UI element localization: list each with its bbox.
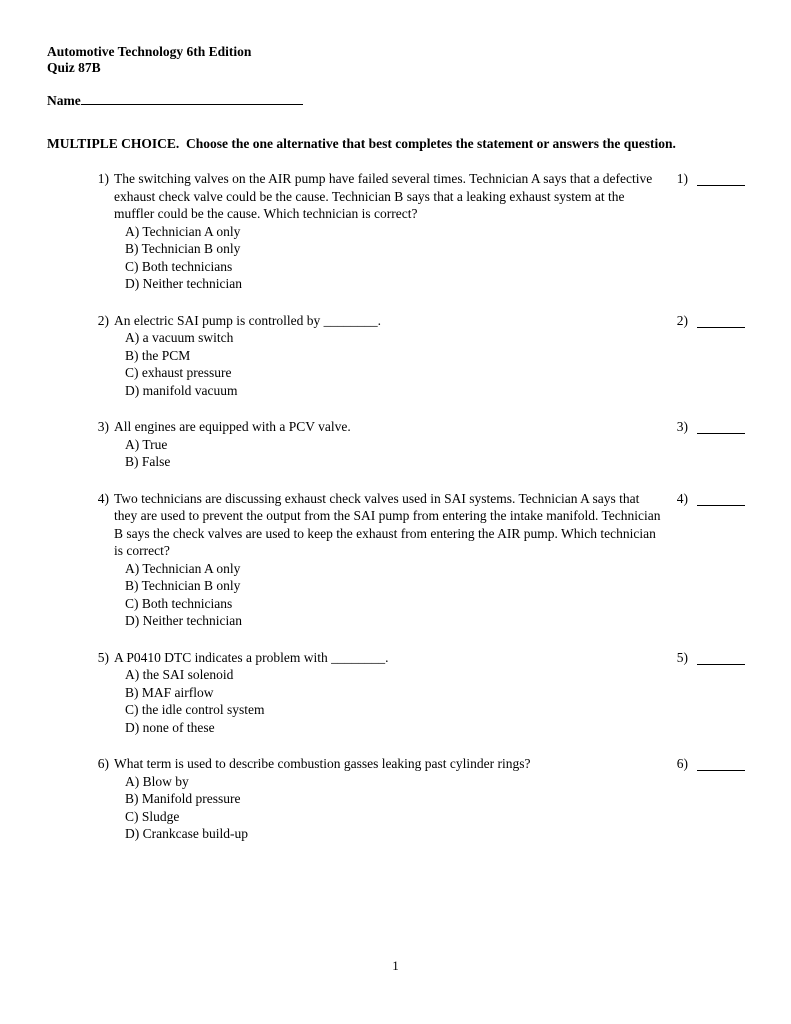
answer-blank[interactable] (697, 493, 745, 506)
question-text: What term is used to describe combustion gasses leaking past cylinder rings? (114, 756, 531, 771)
option-item: B) the PCM (125, 347, 191, 363)
option-item: B) MAF airflow (125, 684, 214, 700)
answer-area (677, 312, 745, 330)
question-row (92, 490, 745, 560)
question-number: 3) (97, 419, 109, 434)
question-main (92, 418, 664, 436)
name-blank[interactable] (81, 92, 303, 105)
option-item: C) exhaust pressure (125, 365, 232, 380)
question-row (92, 755, 745, 773)
answer-area (677, 755, 745, 773)
option-item: B) Technician B only (125, 241, 241, 256)
name-row (47, 92, 745, 109)
questions-list (47, 170, 745, 843)
option-item: B) Manifold pressure (125, 791, 241, 806)
option-item: B) False (125, 454, 171, 469)
options-list (125, 773, 745, 843)
quiz-number: Quiz 87B (47, 59, 101, 75)
question-row (92, 312, 745, 330)
options-list (125, 223, 745, 293)
question-text: A P0410 DTC indicates a problem with ________. (114, 649, 389, 665)
option-item: C) the idle control system (125, 702, 265, 717)
answer-number: 1) (676, 171, 688, 186)
question-block (92, 755, 745, 843)
question-row (92, 418, 745, 436)
question-text: An electric SAI pump is controlled by ________. (114, 312, 381, 328)
answer-blank[interactable] (697, 173, 745, 186)
options-list (125, 436, 745, 471)
option-item: C) Both technicians (125, 595, 233, 611)
option-item: A) Blow by (125, 773, 189, 789)
question-text: The switching valves on the AIR pump have failed several times. Technician A says that a defective exhaust check valve could be the cause. Technician B says that a leaking exhaust system at the muffler could be the cause. Which technician is correct? (114, 171, 653, 221)
answer-blank[interactable] (697, 421, 745, 434)
document-header (47, 44, 745, 75)
question-main (92, 490, 664, 560)
document-title: Automotive Technology 6th Edition (47, 44, 252, 59)
option-item: D) Neither technician (125, 613, 242, 628)
option-item: A) a vacuum switch (125, 330, 234, 345)
question-main (92, 755, 664, 773)
question-text: Two technicians are discussing exhaust check valves used in SAI systems. Technician A says that they are used to prevent the output from the SAI pump from entering the intake manifold. Technician B says the check valves are used to keep the exhaust from entering the AIR pump. Which technician is correct? (114, 490, 661, 558)
answer-blank[interactable] (697, 652, 745, 665)
question-block (92, 312, 745, 400)
answer-area (677, 490, 745, 508)
page-number: 1 (392, 958, 399, 973)
option-item: A) Technician A only (125, 560, 241, 576)
option-item: D) manifold vacuum (125, 382, 238, 398)
option-item: A) the SAI solenoid (125, 667, 234, 682)
name-label: Name (47, 93, 81, 108)
question-number: 4) (97, 490, 109, 506)
question-number: 2) (97, 312, 109, 328)
answer-area (677, 649, 745, 667)
option-item: D) none of these (125, 719, 215, 735)
answer-area (677, 418, 745, 436)
option-item: B) Technician B only (125, 578, 241, 593)
options-list (125, 560, 745, 630)
question-main (92, 312, 664, 330)
option-item: D) Neither technician (125, 276, 242, 291)
question-main (92, 170, 664, 223)
option-item: A) True (125, 436, 168, 452)
option-item: D) Crankcase build-up (125, 826, 248, 841)
answer-number: 5) (676, 649, 688, 665)
question-text: All engines are equipped with a PCV valve. (114, 419, 351, 434)
question-number: 6) (97, 756, 109, 771)
answer-number: 6) (676, 756, 688, 771)
answer-number: 2) (676, 312, 688, 328)
question-number: 5) (97, 649, 109, 665)
question-row (92, 170, 745, 223)
question-block (92, 490, 745, 630)
answer-number: 4) (676, 490, 688, 506)
answer-blank[interactable] (697, 758, 745, 771)
answer-number: 3) (676, 419, 688, 434)
question-block (92, 418, 745, 471)
question-number: 1) (97, 171, 109, 186)
options-list (125, 329, 745, 399)
instructions: MULTIPLE CHOICE. Choose the one alternative that best completes the statement or answers the question. (47, 136, 676, 151)
question-main (92, 649, 664, 667)
option-item: A) Technician A only (125, 223, 241, 239)
answer-area (677, 170, 745, 188)
question-row (92, 649, 745, 667)
question-block (92, 649, 745, 737)
option-item: C) Both technicians (125, 258, 233, 274)
option-item: C) Sludge (125, 808, 180, 824)
question-block (92, 170, 745, 293)
options-list (125, 666, 745, 736)
answer-blank[interactable] (697, 315, 745, 328)
